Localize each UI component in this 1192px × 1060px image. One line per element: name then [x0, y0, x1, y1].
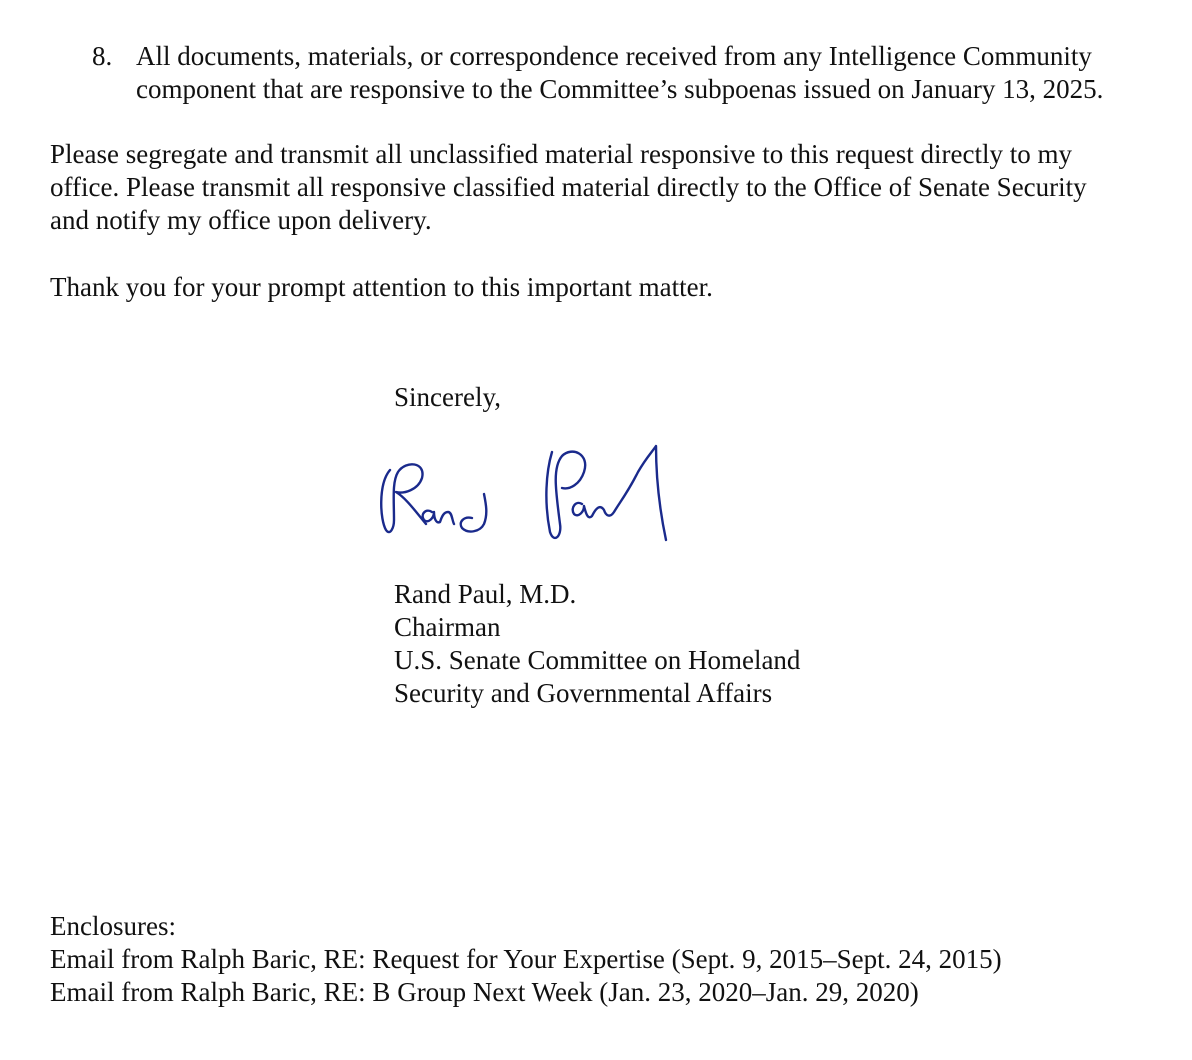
- signer-org-line: U.S. Senate Committee on Homeland: [394, 645, 801, 675]
- request-paragraph: [50, 138, 1170, 237]
- paragraph-line: office. Please transmit all responsive classified material directly to the Office of Senate Security: [50, 172, 1087, 202]
- paragraph-line: and notify my office upon delivery.: [50, 205, 432, 235]
- closing-block: [394, 381, 994, 414]
- enclosure-item: Email from Ralph Baric, RE: B Group Next Week (Jan. 23, 2020–Jan. 29, 2020): [50, 977, 919, 1007]
- signer-block: [394, 578, 994, 710]
- list-item-line: component that are responsive to the Committee’s subpoenas issued on January 13, 2025.: [136, 74, 1104, 104]
- enclosure-item: Email from Ralph Baric, RE: Request for Your Expertise (Sept. 9, 2015–Sept. 24, 2015): [50, 944, 1002, 974]
- signer-org-line: Security and Governmental Affairs: [394, 678, 773, 708]
- paragraph-line: Please segregate and transmit all unclassified material responsive to this request directly to my: [50, 139, 1072, 169]
- signer-name: Rand Paul, M.D.: [394, 579, 577, 609]
- paragraph-line: Thank you for your prompt attention to this important matter.: [50, 272, 713, 302]
- enclosures-heading: Enclosures:: [50, 911, 176, 941]
- handwritten-signature: [376, 432, 696, 552]
- signer-title: Chairman: [394, 612, 501, 642]
- list-item-text: [136, 40, 1186, 106]
- enclosures-section: [50, 910, 1170, 1009]
- list-item-number: 8.: [92, 41, 113, 71]
- closing-salutation: Sincerely,: [394, 382, 501, 412]
- thanks-paragraph: [50, 271, 1170, 304]
- list-item-line: All documents, materials, or correspondence received from any Intelligence Community: [136, 41, 1092, 71]
